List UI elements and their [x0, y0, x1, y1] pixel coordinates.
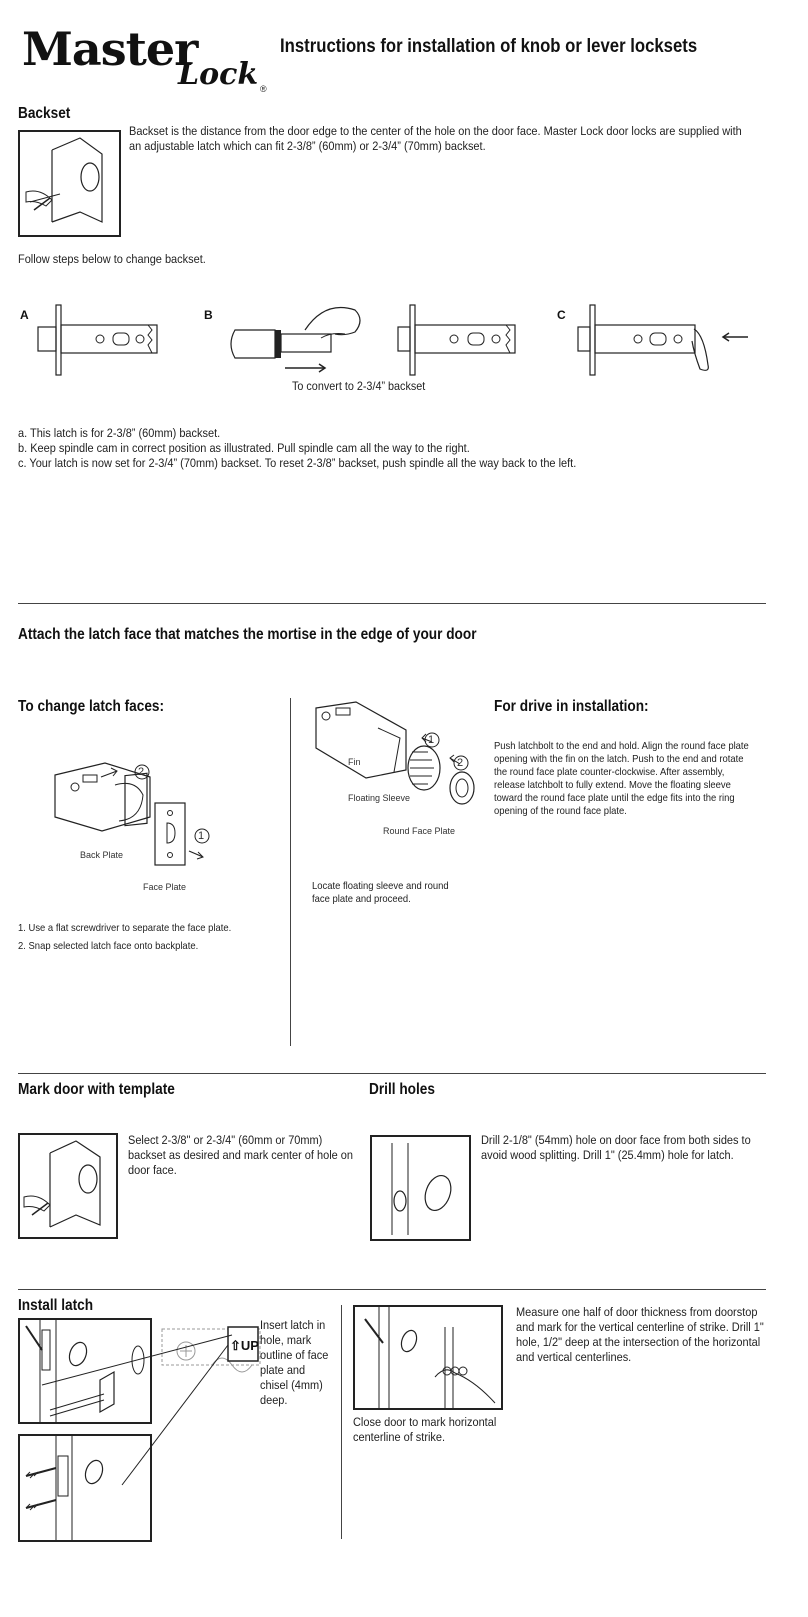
mark-door-illustration — [18, 1133, 118, 1239]
close-door-text: Close door to mark horizontal centerline of strike. — [353, 1415, 497, 1444]
drill-holes-heading: Drill holes — [369, 1081, 435, 1098]
latch-drawing-a — [38, 305, 163, 375]
drive-num-2: 2 — [457, 757, 464, 769]
backset-step-a: a. This latch is for 2-3/8” (60mm) backset. — [18, 426, 221, 440]
back-plate-label: Back Plate — [80, 850, 124, 860]
backset-step-c: c. Your latch is now set for 2-3/4” (70mm) backset. To reset 2-3/8” backset, push spindle all the way back to the left. — [18, 456, 577, 470]
latch-drawing-b — [225, 300, 365, 380]
insert-latch-text: Insert latch in hole, mark outline of face plate and chisel (4mm) deep. — [260, 1318, 329, 1407]
drill-holes-illustration — [370, 1135, 471, 1241]
change-step-2: 2. Snap selected latch face onto backplate. — [18, 940, 199, 952]
install-latch-drawing-1 — [20, 1320, 150, 1422]
fin-label: Fin — [348, 757, 361, 767]
divider-vertical-1 — [290, 698, 291, 1046]
door-edge-drawing — [20, 132, 119, 235]
drill-holes-text: Drill 2-1/8" (54mm) hole on door face from both sides to avoid wood splitting. Drill 1" (25.4mm) hole for latch. — [481, 1133, 751, 1162]
drive-num-1: 1 — [428, 734, 435, 746]
install-latch-heading: Install latch — [18, 1297, 94, 1314]
step-label-c: C — [557, 308, 566, 322]
measure-text: Measure one half of door thickness from doorstop and mark for the vertical centerline of strike. Drill 1" hole, 1/2" deep at the intersection of the horizontal and vertical centerlines. — [516, 1305, 764, 1364]
locate-text: Locate floating sleeve and round face plate and proceed. — [312, 880, 449, 905]
change-step-1: 1. Use a flat screwdriver to separate the face plate. — [18, 922, 232, 934]
mark-door-heading: Mark door with template — [18, 1081, 175, 1098]
convert-caption: To convert to 2-3/4” backset — [292, 379, 426, 393]
mark-door-drawing — [20, 1135, 116, 1237]
logo-master-text: Master — [22, 22, 198, 76]
divider-3 — [18, 1289, 766, 1290]
drive-in-heading: For drive in installation: — [494, 698, 649, 715]
backset-heading: Backset — [18, 105, 71, 122]
step-label-b: B — [204, 308, 213, 322]
floating-sleeve-label: Floating Sleeve — [348, 793, 411, 803]
step-label-a: A — [20, 308, 29, 322]
latch-face-heading: Attach the latch face that matches the mortise in the edge of your door — [18, 626, 477, 643]
backset-description: Backset is the distance from the door edge to the center of the hole on the door face. Master Lock door locks are supplied with an adjustable latch which can fit 2-3/8” (60mm) or 2-3/4” (70mm) backset. — [129, 124, 742, 153]
drive-in-text: Push latchbolt to the end and hold. Align the round face plate opening with the fin on the latch. Push to the end and rotate the round face plate counter-clockwise. After assembly, release latchbolt to fully extend. Move the floating sleeve toward the round face plate until the edge fits into the ring opening of the round face plate. — [494, 740, 749, 817]
latch-drawing-c — [578, 305, 753, 375]
divider-1 — [18, 603, 766, 604]
divider-2 — [18, 1073, 766, 1074]
logo-lock-text: Lock — [178, 57, 259, 92]
face-plate-label: Face Plate — [143, 882, 187, 892]
install-latch-illustration-1 — [18, 1318, 152, 1424]
change-latch-faces-heading: To change latch faces: — [18, 698, 165, 715]
mark-door-text: Select 2-3/8" or 2-3/4" (60mm or 70mm) backset as desired and mark center of hole on door face. — [128, 1133, 353, 1177]
strike-illustration — [353, 1305, 503, 1410]
backset-follow-text: Follow steps below to change backset. — [18, 252, 206, 266]
install-latch-drawing-2 — [20, 1436, 150, 1540]
round-face-plate-label: Round Face Plate — [383, 826, 456, 836]
install-latch-illustration-2 — [18, 1434, 152, 1542]
logo — [22, 22, 272, 94]
strike-drawing — [355, 1307, 501, 1408]
drill-holes-drawing — [372, 1137, 469, 1239]
latch-face-num-2: 2 — [138, 766, 145, 778]
backset-illustration — [18, 130, 121, 237]
divider-vertical-2 — [341, 1305, 342, 1539]
latch-drawing-b2 — [398, 305, 523, 375]
latch-face-num-1: 1 — [198, 830, 205, 842]
backset-step-b: b. Keep spindle cam in correct position as illustrated. Pull spindle cam all the way to the right. — [18, 441, 470, 455]
page-title: Instructions for installation of knob or lever locksets — [280, 36, 698, 57]
up-label: ⇧UP — [230, 1338, 259, 1353]
logo-registered-mark: ® — [260, 84, 267, 94]
